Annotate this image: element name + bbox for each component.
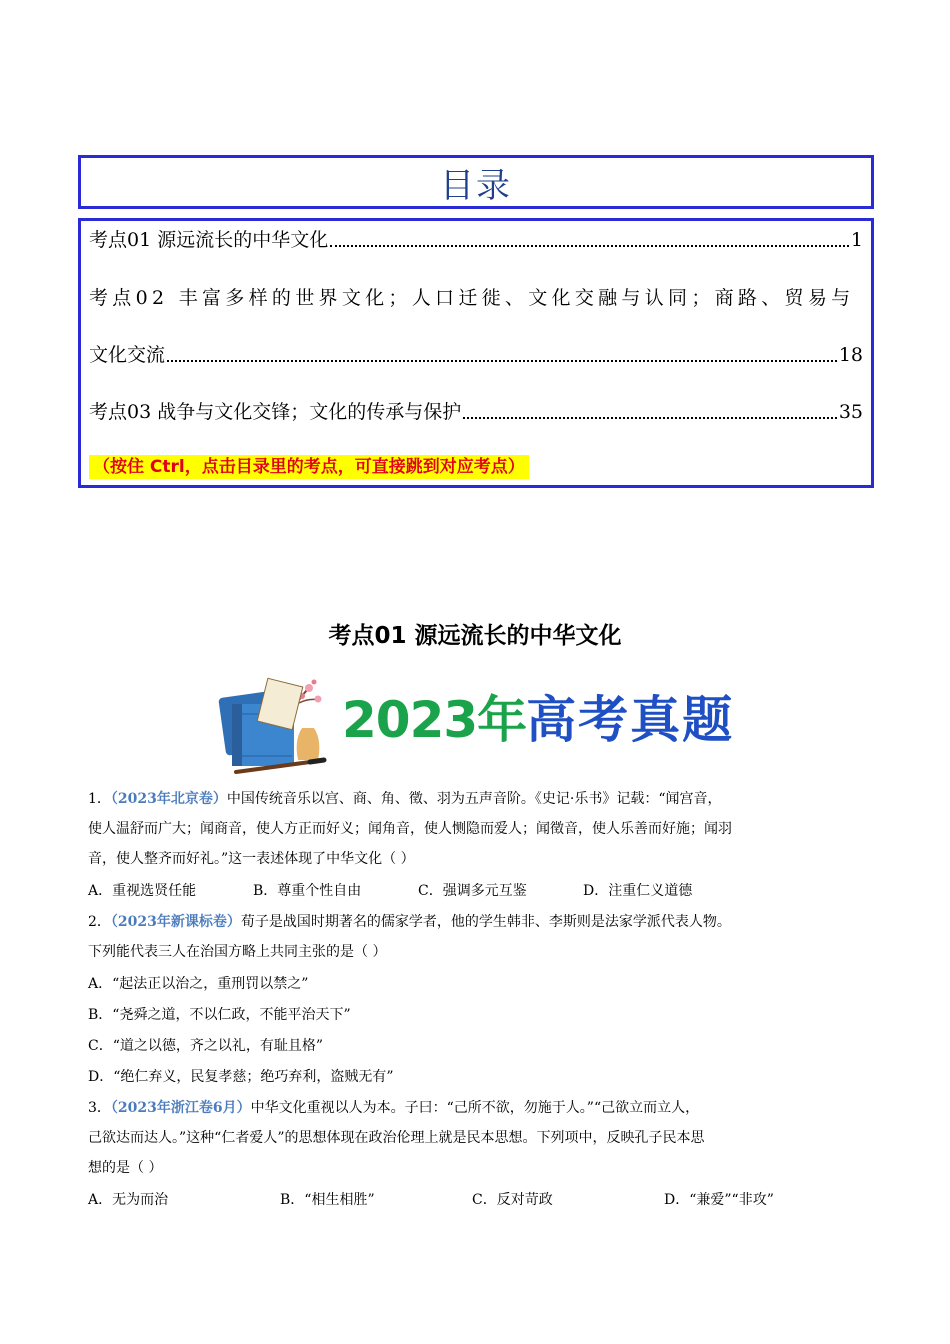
question-source: （2023年新课标卷） <box>110 914 241 930</box>
question-3 <box>88 1093 868 1183</box>
question-line: 己欲达而达人。”这种“仁者爱人”的思想体现在政治伦理上就是民本思想。下列项中，反映孔子民本思 <box>88 1130 705 1146</box>
question-text: 中国传统音乐以宫、商、角、徵、羽为五声音阶。《史记·乐书》记载：“闻宫音， <box>226 791 722 807</box>
toc-entry-page: 35 <box>838 401 863 423</box>
toc-entry-2-line1[interactable] <box>89 285 863 311</box>
exam-banner <box>214 668 744 780</box>
question-2 <box>88 907 868 967</box>
toc-hint: （按住 Ctrl，点击目录里的考点，可直接跳到对应考点） <box>89 455 529 479</box>
question-line <box>88 907 868 937</box>
option-d[interactable]: D．“兼爱”“非攻” <box>664 1192 774 1208</box>
toc-leader-dots <box>330 245 849 247</box>
option-b[interactable]: B．“相生相胜” <box>280 1192 375 1208</box>
section-title: 考点01 源远流长的中华文化 <box>328 623 622 649</box>
toc-entry-label: 文化交流 <box>89 344 166 366</box>
option-a[interactable]: A．无为而治 <box>88 1192 169 1208</box>
toc-entry-2-line2[interactable] <box>89 342 863 368</box>
question-1-options <box>88 876 868 906</box>
toc-entry-1[interactable] <box>89 227 863 253</box>
toc-entry-label: 考点02 丰富多样的世界文化；人口迁徙、文化交融与认同；商路、贸易与 <box>89 287 855 309</box>
question-line: 使人温舒而广大；闻商音，使人方正而好义；闻角音，使人恻隐而爱人；闻徵音，使人乐善而好施；闻羽 <box>88 821 732 837</box>
option-d[interactable]: D．注重仁义道德 <box>583 883 693 899</box>
toc-entry-label: 考点03 战争与文化交锋；文化的传承与保护 <box>89 401 462 423</box>
question-line: 想的是（ ） <box>88 1160 163 1176</box>
option-c[interactable]: C．“道之以德，齐之以礼，有耻且格” <box>88 1038 324 1054</box>
question-3-options <box>88 1185 868 1215</box>
toc-title: 目录 <box>440 165 512 206</box>
toc-leader-dots <box>463 417 837 419</box>
question-number: 1． <box>88 791 111 807</box>
toc-box <box>78 218 874 488</box>
question-number: 2． <box>88 914 111 930</box>
question-text: 中华文化重视以人为本。子曰：“己所不欲，勿施于人。”“己欲立而立人， <box>250 1100 700 1116</box>
question-line: 音，使人整齐而好礼。”这一表述体现了中华文化（ ） <box>88 851 415 867</box>
option-c[interactable]: C．反对苛政 <box>472 1192 553 1208</box>
banner-heading: 高考真题 <box>526 691 735 749</box>
question-1 <box>88 784 868 874</box>
option-b[interactable]: B．尊重个性自由 <box>253 883 362 899</box>
toc-entry-label: 考点01 源远流长的中华文化 <box>89 229 329 251</box>
question-source: （2023年浙江卷6月） <box>110 1100 251 1116</box>
toc-entry-page: 1 <box>850 229 863 251</box>
option-b[interactable]: B．“尧舜之道，不以仁政，不能平治天下” <box>88 1007 351 1023</box>
book-stack-icon <box>214 668 344 780</box>
option-a[interactable]: A．重视选贤任能 <box>88 883 197 899</box>
option-d[interactable]: D．“绝仁弃义，民复孝慈；绝巧弃利，盗贼无有” <box>88 1069 394 1085</box>
toc-title-box <box>78 155 874 209</box>
question-number: 3． <box>88 1100 111 1116</box>
toc-leader-dots <box>167 360 837 362</box>
banner-year: 2023年 <box>342 691 527 749</box>
question-text: 荀子是战国时期著名的儒家学者，他的学生韩非、李斯则是法家学派代表人物。 <box>240 914 731 930</box>
option-c[interactable]: C．强调多元互鉴 <box>418 883 527 899</box>
option-a[interactable]: A．“起法正以治之，重刑罚以禁之” <box>88 976 309 992</box>
question-line: 下列能代表三人在治国方略上共同主张的是（ ） <box>88 944 387 960</box>
banner-title <box>342 690 734 750</box>
question-line <box>88 784 868 814</box>
toc-entry-page: 18 <box>838 344 863 366</box>
question-line <box>88 1093 868 1123</box>
toc-entry-3[interactable] <box>89 399 863 425</box>
question-source: （2023年北京卷） <box>110 791 227 807</box>
